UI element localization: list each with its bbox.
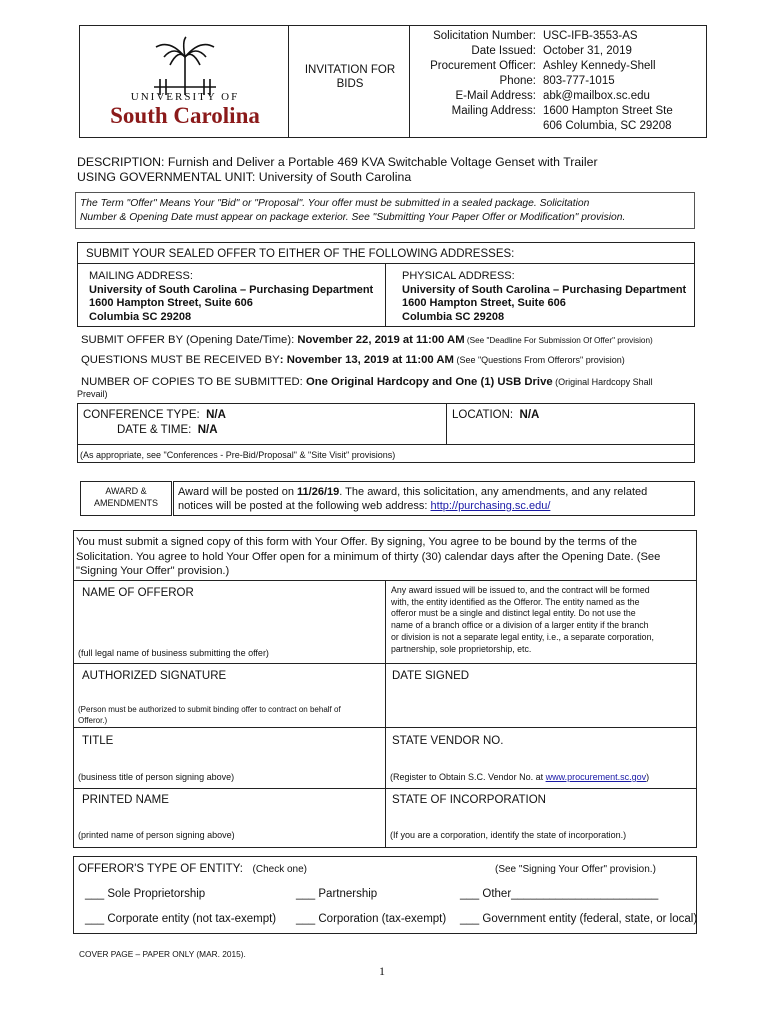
physical-address: PHYSICAL ADDRESS: University of South Carolina – Purchasing Department 1600 Hampton Street, Suite 606 Columbia SC 29208 [402, 270, 687, 323]
conference-date-time: DATE & TIME: N/A [117, 424, 218, 436]
conference-col-divider [446, 403, 447, 445]
number-of-copies-cont: Prevail) [77, 389, 108, 399]
printed-name-sub: (printed name of person signing above) [78, 830, 235, 840]
description-line: DESCRIPTION: Furnish and Deliver a Portable 469 KVA Switchable Voltage Genset with Trailer [77, 155, 598, 169]
authorized-signature-label: AUTHORIZED SIGNATURE [82, 670, 227, 682]
physical-address-label: PHYSICAL ADDRESS: [402, 270, 515, 282]
state-vendor-label: STATE VENDOR NO. [392, 735, 504, 747]
university-name-line2: South Carolina [110, 103, 260, 128]
authorized-signature-sub: (Person must be authorized to submit binding offer to contract on behalf of Offeror.) [78, 705, 341, 725]
date-signed-label: DATE SIGNED [392, 670, 470, 682]
header-fields [0, 29, 770, 135]
questions-deadline: QUESTIONS MUST BE RECEIVED BY: November 13, 2019 at 11:00 AM (See "Questions From Offerors" provision) [81, 354, 625, 366]
date-signed-field[interactable] [390, 684, 692, 722]
state-incorporation-label: STATE OF INCORPORATION [392, 794, 546, 806]
award-entity-note: Any award issued will be issued to, and the contract will be formed with, the entity identified as the Offeror. The entity named as the offeror must be a single and distinct legal entity. Do not use the name of a branch office or a division of a larger entity if the branch or division is not a separate legal entity, i.e., a separate corporation, partnership, sole proprietorship, etc. [391, 585, 654, 654]
state-incorporation-field[interactable] [390, 809, 692, 829]
number-of-copies: NUMBER OF COPIES TO BE SUBMITTED: One Original Hardcopy and One (1) USB Drive (Original Hardcopy Shall [81, 376, 653, 388]
mailing-address-label: MAILING ADDRESS: [89, 270, 193, 282]
field-mailing-address: Mailing Address: 1600 Hampton Street Ste [451, 105, 673, 117]
sig-grid-row2 [73, 727, 697, 728]
field-solicitation-number: Solicitation Number: USC-IFB-3553-AS [433, 30, 638, 42]
field-procurement-officer: Procurement Officer: Ashley Kennedy-Shell [430, 60, 656, 72]
field-email: E-Mail Address: abk@mailbox.sc.edu [455, 90, 650, 102]
title-label: TITLE [82, 735, 114, 747]
state-vendor-sub: (Register to Obtain S.C. Vendor No. at www.procurement.sc.gov) [390, 772, 650, 782]
title-sub: (business title of person signing above) [78, 772, 235, 782]
addresses-col-divider [385, 263, 386, 327]
cover-page-footer: COVER PAGE – PAPER ONLY (MAR. 2015). [79, 949, 246, 959]
conference-note: (As appropriate, see "Conferences - Pre-Bid/Proposal" & "Site Visit" provisions) [80, 450, 396, 460]
printed-name-field[interactable] [78, 809, 380, 829]
entity-sole-proprietorship[interactable]: ___ Sole Proprietorship [85, 888, 206, 900]
entity-other[interactable]: ___ Other_______________________ [460, 888, 659, 900]
conference-location: LOCATION: N/A [452, 409, 540, 421]
conference-row-divider [77, 444, 695, 445]
addresses-divider [77, 263, 695, 264]
procurement-link[interactable]: www.procurement.sc.gov [545, 772, 647, 782]
mailing-address: MAILING ADDRESS: University of South Carolina – Purchasing Department 1600 Hampton Street, Suite 606 Columbia SC 29208 [89, 270, 374, 323]
signature-intro: You must submit a signed copy of this form with Your Offer. By signing, You agree to be bound by the terms of the Solicitation. You agree to hold Your Offer open for a minimum of thirty (30) calendar days after the Opening Date. (See "Signing Your Offer" provision.) [76, 536, 661, 577]
name-of-offeror-field[interactable] [78, 602, 380, 644]
state-incorporation-sub: (If you are a corporation, identify the state of incorporation.) [390, 830, 627, 840]
entity-corporation-tax-exempt[interactable]: ___ Corporation (tax-exempt) [296, 913, 447, 925]
offer-note: The Term "Offer" Means Your "Bid" or "Proposal". Your offer must be submitted in a sealed package. Solicitation Number & Opening Date must appear on package exterior. See "Submitting Your Paper Offer or Modification" provision. [80, 198, 626, 223]
award-label: AWARD & AMENDMENTS [93, 486, 158, 508]
submit-offer-by: SUBMIT OFFER BY (Opening Date/Time): November 22, 2019 at 11:00 AM (See "Deadline For Submission Of Offer" provision) [81, 334, 653, 346]
entity-heading: OFFEROR'S TYPE OF ENTITY: (Check one) [78, 863, 307, 875]
entity-corporate-not-exempt[interactable]: ___ Corporate entity (not tax-exempt) [85, 913, 277, 925]
field-date-issued: Date Issued: October 31, 2019 [471, 45, 632, 57]
entity-partnership[interactable]: ___ Partnership [296, 888, 378, 900]
entity-see-note: (See "Signing Your Offer" provision.) [495, 864, 656, 875]
document-type: INVITATION FOR BIDS [304, 64, 396, 90]
sig-grid-mid [385, 580, 386, 848]
sig-grid-row1 [73, 663, 697, 664]
state-vendor-field[interactable] [390, 750, 692, 770]
entity-government[interactable]: ___ Government entity (federal, state, or local) [460, 913, 698, 925]
field-mailing-address-cont: 606 Columbia, SC 29208 [543, 120, 672, 132]
sig-grid-row3 [73, 788, 697, 789]
award-text: Award will be posted on 11/26/19. The award, this solicitation, any amendments, and any related notices will be posted at the following web address: http://purchasing.sc.edu/ [178, 486, 648, 512]
field-phone: Phone: 803-777-1015 [499, 75, 615, 87]
name-of-offeror-sub: (full legal name of business submitting the offer) [78, 648, 269, 658]
conference-type: CONFERENCE TYPE: N/A [83, 409, 226, 421]
page-number: 1 [379, 964, 385, 978]
university-name-line1: UNIVERSITY OF [130, 91, 240, 103]
using-unit-line: USING GOVERNMENTAL UNIT: University of South Carolina [77, 170, 412, 184]
name-of-offeror-label: NAME OF OFFEROR [82, 587, 194, 599]
title-field[interactable] [78, 750, 380, 770]
printed-name-label: PRINTED NAME [82, 794, 169, 806]
addresses-heading: SUBMIT YOUR SEALED OFFER TO EITHER OF THE FOLLOWING ADDRESSES: [86, 248, 515, 260]
description [77, 155, 598, 185]
purchasing-link[interactable]: http://purchasing.sc.edu/ [430, 500, 551, 512]
authorized-signature-field[interactable] [78, 684, 380, 702]
